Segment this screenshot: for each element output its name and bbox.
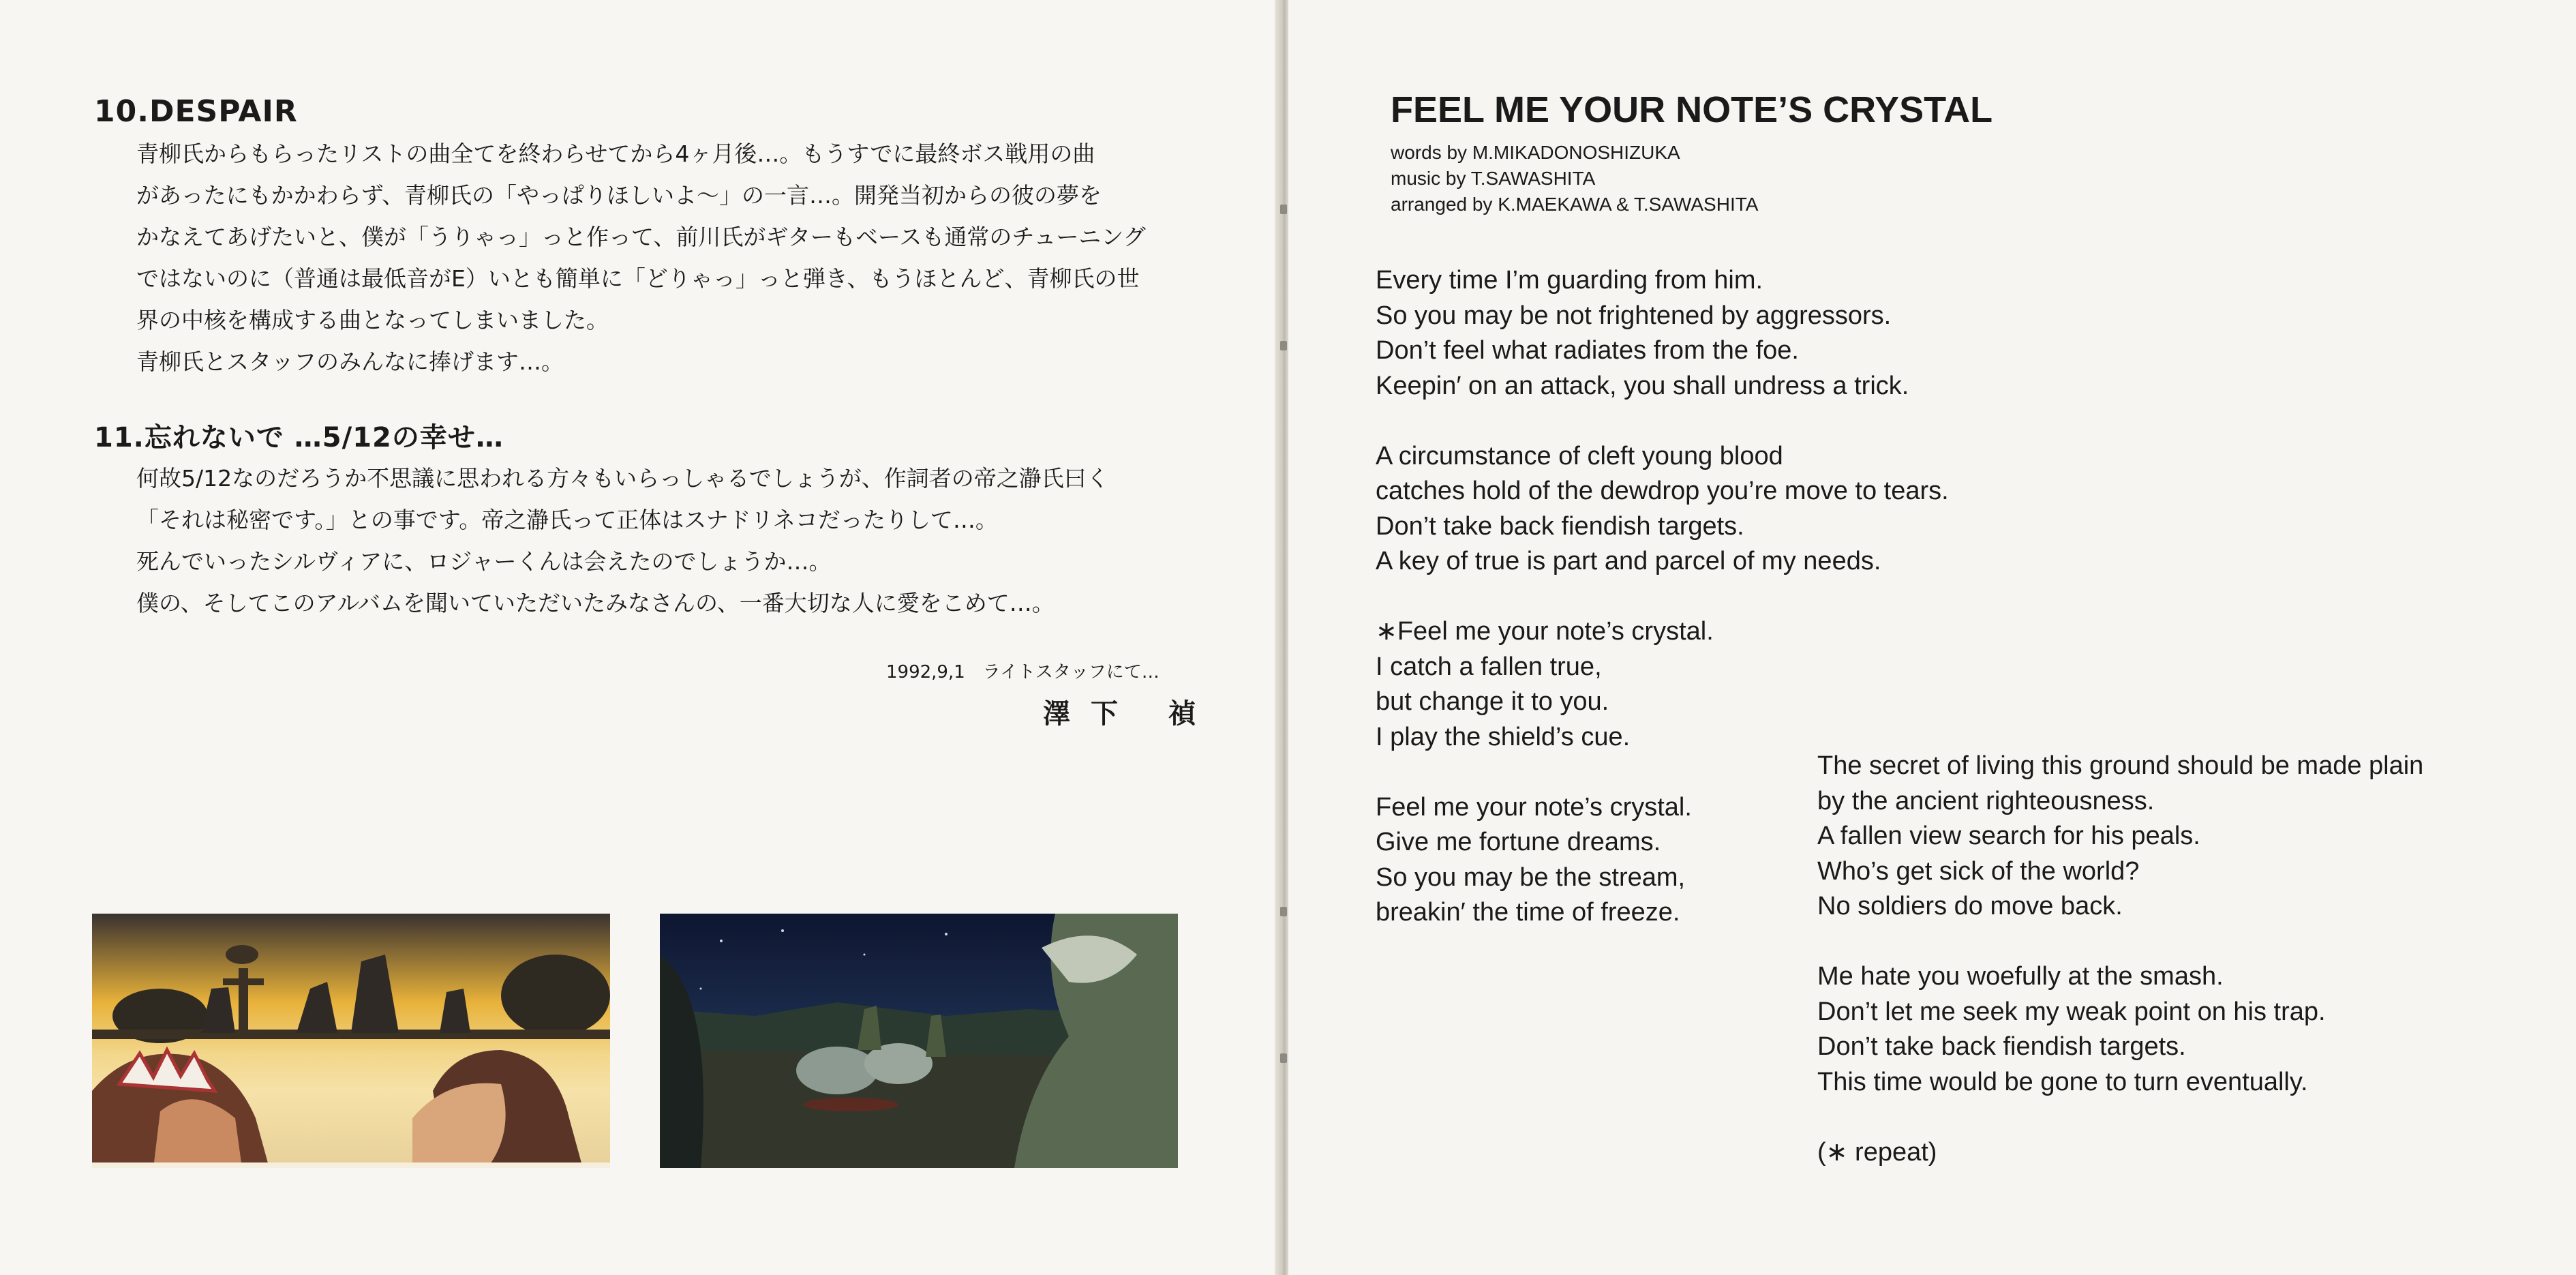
repeat-note: (∗ repeat): [1817, 1137, 1937, 1167]
track-10-notes: [94, 94, 1185, 382]
sunset-scene-art: [92, 914, 610, 1168]
chorus-line: but change it to you.: [1376, 687, 1609, 716]
stanza-gap: [1376, 580, 1949, 615]
lyric-line: Me hate you woefully at the smash.: [1817, 962, 2224, 991]
song-title: FEEL ME YOUR NOTE’S CRYSTAL: [1391, 89, 1993, 130]
lyric-line: So you may be not frightened by aggressors.: [1376, 301, 1892, 330]
staple: [1280, 205, 1287, 214]
illustration-night-battlefield: [660, 914, 1178, 1168]
stanza-gap: [1376, 404, 1949, 439]
track-11-line: 何故5/12なのだろうか不思議に思われる方々もいらっしゃるでしょうが、作詞者の帝之瀞氏曰く: [136, 465, 1109, 492]
track-11-notes: [94, 416, 1185, 624]
track-11-line: 「それは秘密です。」との事です。帝之瀞氏って正体はスナドリネコだったりして…。: [136, 507, 998, 533]
track-10-line: があったにもかかわらず、青柳氏の「やっぱりほしいよ～」の一言…。開発当初からの彼の夢を: [136, 182, 1102, 209]
lyric-line: Keepin′ on an attack, you shall undress a trick.: [1376, 371, 1909, 400]
credit-words: words by M.MIKADONOSHIZUKA: [1391, 142, 1680, 163]
chorus-line: I play the shield’s cue.: [1376, 722, 1631, 751]
credit-music: music by T.SAWASHITA: [1391, 168, 1596, 189]
signature-date: 1992,9,1 ライトスタッフにて…: [886, 662, 1160, 682]
left-page: [0, 0, 1282, 1275]
track-10-line: 青柳氏とスタッフのみんなに捧げます…。: [136, 348, 564, 375]
chorus-line: I catch a fallen true,: [1376, 652, 1602, 681]
night-scene-art: [660, 914, 1178, 1168]
track-11-line: 死んでいったシルヴィアに、ロジャーくんは会えたのでしょうか…。: [136, 548, 832, 575]
staple: [1280, 907, 1287, 916]
track-10-line: 青柳氏からもらったリストの曲全てを終わらせてから4ヶ月後…。もうすでに最終ボス戦用の曲: [136, 140, 1095, 167]
illustration-sunset-characters: [92, 914, 610, 1168]
track-10-line: ではないのに（普通は最低音がE）いとも簡単に「どりゃっ」っと弾き、もうほとんど、青柳氏の世: [136, 265, 1140, 292]
track-11-line: 僕の、そしてこのアルバムを聞いていただいたみなさんの、一番大切な人に愛をこめて…。: [136, 590, 1055, 616]
lyric-line: No soldiers do move back.: [1817, 892, 2123, 920]
credit-arrangement: arranged by K.MAEKAWA & T.SAWASHITA: [1391, 194, 1759, 215]
lyric-line: This time would be gone to turn eventually.: [1817, 1067, 2308, 1096]
signature-name: 澤下 禎: [1043, 698, 1216, 730]
track-10-line: かなえてあげたいと、僕が「うりゃっ」っと作って、前川氏がギターもベースも通常のチューニング: [136, 224, 1146, 250]
lyric-line: A key of true is part and parcel of my needs.: [1376, 547, 1881, 575]
staple: [1280, 1053, 1287, 1063]
chorus-line: So you may be the stream,: [1376, 862, 1686, 892]
track-10-title: 10.DESPAIR: [94, 94, 298, 129]
lyric-line: Who’s get sick of the world?: [1817, 856, 2140, 886]
lyric-line: by the ancient righteousness.: [1817, 786, 2155, 815]
lyrics-right-column: [1817, 749, 2423, 1170]
chorus-line: Give me fortune dreams.: [1376, 828, 1661, 856]
chorus-line: Feel me your note’s crystal.: [1376, 792, 1692, 822]
lyric-line: Don’t let me seek my weak point on his trap.: [1817, 997, 2326, 1026]
track-11-title: 11.忘れないで …5/12の幸せ…: [94, 422, 504, 453]
chorus-line: ∗Feel me your note’s crystal.: [1376, 617, 1714, 646]
lyric-line: A fallen view search for his peals.: [1817, 822, 2200, 850]
lyric-line: catches hold of the dewdrop you’re move to tears.: [1376, 477, 1949, 505]
lyric-line: Every time I’m guarding from him.: [1376, 266, 1763, 295]
lyric-line: Don’t feel what radiates from the foe.: [1376, 336, 1799, 365]
chorus-line: breakin′ the time of freeze.: [1376, 898, 1680, 927]
lyric-line: The secret of living this ground should be made plain: [1817, 751, 2424, 780]
track-10-line: 界の中核を構成する曲となってしまいました。: [136, 307, 609, 333]
lyric-line: Don’t take back fiendish targets.: [1817, 1032, 2186, 1061]
stanza-gap: [1817, 925, 2423, 960]
stanza-gap: [1817, 1100, 2423, 1135]
lyric-line: A circumstance of cleft young blood: [1376, 441, 1783, 470]
lyric-line: Don’t take back fiendish targets.: [1376, 511, 1744, 541]
staple: [1280, 341, 1287, 350]
